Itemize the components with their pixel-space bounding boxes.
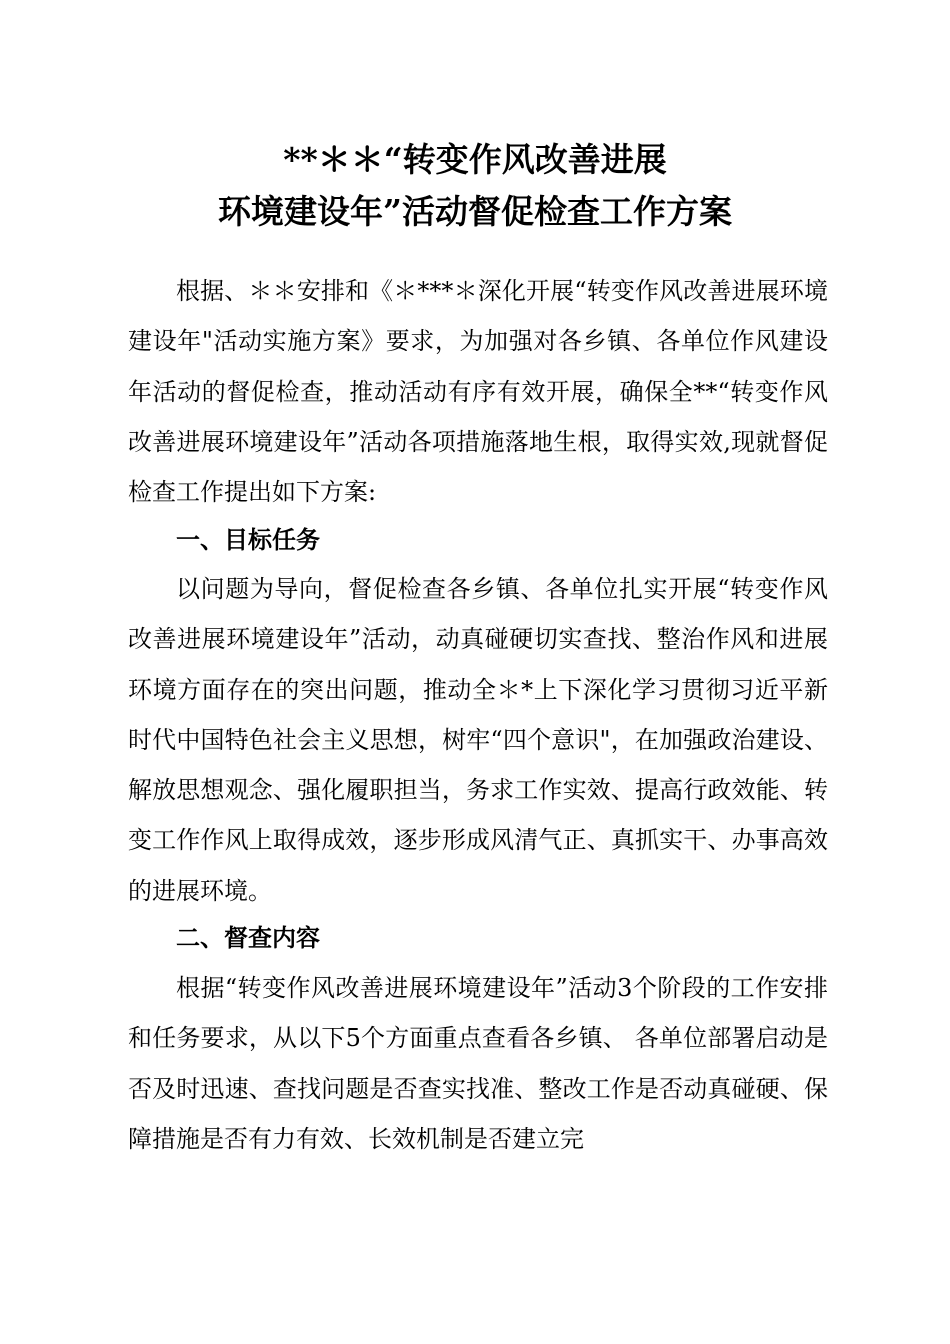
document-title-line-2: 环境建设年”活动督促检查工作方案: [218, 192, 732, 231]
document-title-line-1: **＊＊“转变作风改善进展: [283, 140, 667, 179]
section-heading-inspection-content: 二、督查内容: [176, 924, 320, 952]
section-heading-goals: 一、目标任务: [176, 526, 320, 554]
section-inspection-paragraph: 根据“转变作风改善进展环境建设年”活动3个阶段的工作安排和任务要求，从以下5个方面重点查看各乡镇、 各单位部署启动是否及时迅速、查找问题是否查实找准、整改工作是否动真碰硬、保障措施是否有力有效、长效机制是否建立完: [128, 974, 828, 1153]
section-goals-paragraph: 以问题为导向，督促检查各乡镇、各单位扎实开展“转变作风改善进展环境建设年”活动，动真碰硬切实查找、整治作风和进展环境方面存在的突出问题，推动全＊*上下深化学习贯彻习近平新时代中国特色社会主义思想，树牢“四个意识"，在加强政治建设、解放思想观念、强化履职担当，务求工作实效、提高行政效能、转变工作作风上取得成效，逐步形成风清气正、真抓实干、办事高效的进展环境。: [128, 575, 828, 905]
intro-paragraph: 根据、＊＊安排和《＊***＊深化开展“转变作风改善进展环境建设年"活动实施方案》要求，为加强对各乡镇、各单位作风建设年活动的督促检查，推动活动有序有效开展，确保全**“转变作风改善进展环境建设年”活动各项措施落地生根，取得实效,现就督促检查工作提出如下方案:: [128, 277, 828, 507]
